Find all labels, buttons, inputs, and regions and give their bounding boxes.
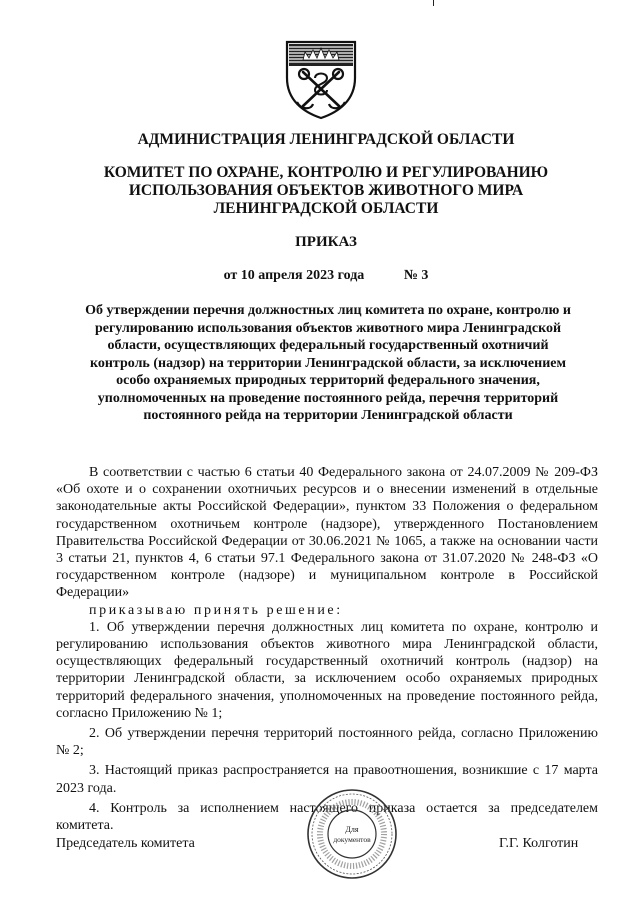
document-type: ПРИКАЗ [295, 234, 357, 250]
administration-title: АДМИНИСТРАЦИЯ ЛЕНИНГРАДСКОЙ ОБЛАСТИ [137, 131, 515, 148]
decision-line: приказываю принять решение: [89, 602, 343, 618]
stamp-text: Для [345, 825, 359, 834]
committee-line: ЛЕНИНГРАДСКОЙ ОБЛАСТИ [213, 200, 439, 217]
subject-line: уполномоченных на проведение постоянного рейда, перечня территорий [97, 390, 559, 406]
document-date: от 10 апреля 2023 года [223, 268, 365, 283]
document-body [56, 464, 598, 834]
subject-line: контроль (надзор) на территории Ленинградской области, за исключением [89, 355, 567, 371]
preamble-paragraph: В соответствии с частью 6 статьи 40 Федерального закона от 24.07.2009 № 209-ФЗ «Об охоте и о сохранении охотничьих ресурсов и о внесении изменений в отдельные законодательные акты Российской Федерации», пунктом 33 Положения о федеральном государственном охотничьем контроле (надзоре), утвержденного Постановлением Правительства Российской Федерации от 30.06.2021 № 1065, а также на основании части 3 статьи 21, пунктов 4, 6 статьи 97.1 Федерального закона от 31.07.2020 № 248-ФЗ «О государственном контроле (надзоре) и муниципальном контроле в Российской Федерации» [56, 465, 598, 601]
signature-name: Г.Г. Колготин [499, 836, 579, 851]
subject-line: Об утверждении перечня должностных лиц комитета по охране, контролю и [85, 303, 571, 318]
subject-line: регулированию использования объектов животного мира Ленинградской [94, 320, 562, 336]
date-number-line [40, 268, 612, 284]
subject-line: постоянного рейда на территории Ленинградской области [143, 408, 513, 423]
order-item-1: 1. Об утверждении перечня должностных лиц комитета по охране, контролю и регулированию использования объектов животного мира Ленинградской области, осуществляющих федеральный государственный охотничий контроль (надзор) на территории Ленинградской области, за исключением особо охраняемых природных территорий федерального значения, уполномоченных на проведение постоянного рейда, согласно Приложению № 1; [56, 619, 598, 721]
committee-title [40, 164, 612, 218]
subject-line: области, осуществляющих федеральный государственный охотничий [107, 338, 549, 353]
official-stamp-icon [306, 788, 398, 880]
committee-line: КОМИТЕТ ПО ОХРАНЕ, КОНТРОЛЮ И РЕГУЛИРОВАНИЮ [103, 164, 549, 181]
order-item-3: 3. Настоящий приказ распространяется на правоотношения, возникшие с 17 марта 2023 года. [56, 763, 598, 796]
committee-line: ИСПОЛЬЗОВАНИЯ ОБЪЕКТОВ ЖИВОТНОГО МИРА [128, 182, 524, 199]
scan-mark [433, 0, 434, 6]
stamp-text: документов [333, 835, 371, 844]
subject-line: особо охраняемых природных территорий федерального значения, [116, 373, 540, 388]
coat-of-arms-icon [283, 38, 359, 120]
order-item-2: 2. Об утверждении перечня территорий постоянного рейда, согласно Приложению № 2; [56, 726, 598, 759]
signature-position: Председатель комитета [56, 836, 195, 851]
order-item-4: 4. Контроль за исполнением настоящего приказа остается за председателем комитета. [56, 800, 598, 834]
document-number: № 3 [403, 268, 429, 283]
document-subject [68, 302, 588, 425]
